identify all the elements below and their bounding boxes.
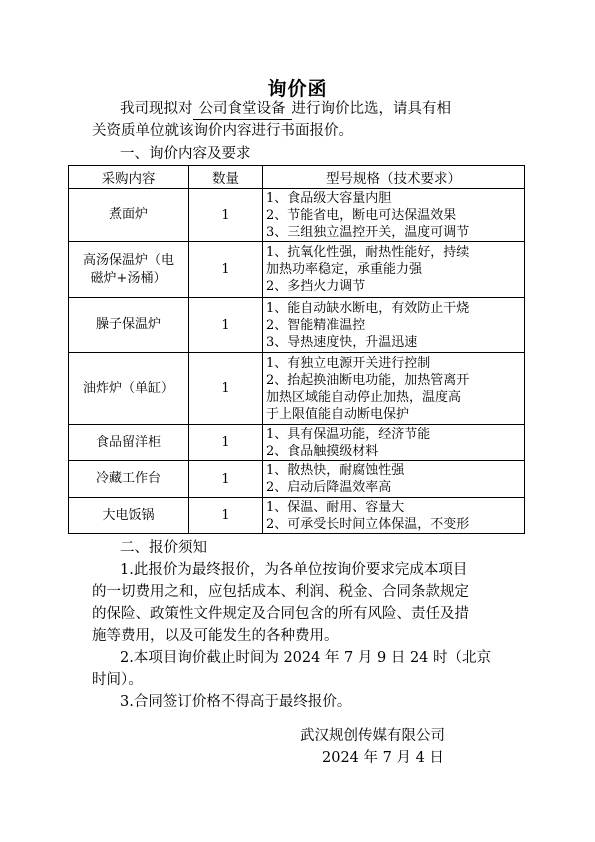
page-title: 询价函 [267, 78, 328, 100]
note-2-line-2: 时间）。 [92, 672, 143, 688]
table-header-item: 采购内容 [69, 166, 189, 189]
note-3-line-1: 3.合同签订价格不得高于最终报价。 [120, 694, 352, 710]
item-qty: 1 [189, 189, 263, 242]
item-spec: 1、抗氧化性强，耐热性能好，持续 加热功率稳定，承重能力强 2、多挡火力调节 [263, 242, 525, 298]
item-name: 臊子保温炉 [69, 298, 189, 353]
intro-line-2: 关资质单位就该询价内容进行书面报价。 [92, 123, 353, 139]
intro-prefix: 我司现拟对 [120, 101, 193, 117]
table-row [69, 242, 525, 298]
signature-company: 武汉规创传媒有限公司 [300, 728, 445, 744]
table-row [69, 461, 525, 498]
item-name: 油炸炉（单缸） [69, 353, 189, 425]
table-row [69, 425, 525, 461]
intro-subject: 公司食堂设备 [193, 99, 292, 120]
table-row [69, 189, 525, 242]
item-qty: 1 [189, 461, 263, 498]
item-spec: 1、保温、耐用、容量大 2、可承受长时间立体保温，不变形 [263, 498, 525, 534]
table-row [69, 498, 525, 534]
requirements-table [68, 165, 525, 534]
table-header-row [69, 166, 525, 189]
item-name: 煮面炉 [69, 189, 189, 242]
item-qty: 1 [189, 425, 263, 461]
section-1-heading: 一、询价内容及要求 [120, 146, 251, 162]
table-row [69, 298, 525, 353]
item-spec: 1、食品级大容量内胆 2、节能省电，断电可达保温效果 3、三组独立温控开关，温度可调节 [263, 189, 525, 242]
item-qty: 1 [189, 353, 263, 425]
item-name: 食品留洋柜 [69, 425, 189, 461]
item-name: 高汤保温炉（电 磁炉+汤桶） [69, 242, 189, 298]
note-1-line-4: 施等费用，以及可能发生的各种费用。 [92, 628, 339, 644]
table-header-qty: 数量 [189, 166, 263, 189]
item-name: 大电饭锅 [69, 498, 189, 534]
table-header-spec: 型号规格（技术要求） [263, 166, 525, 189]
item-spec: 1、具有保温功能，经济节能 2、食品触摸级材料 [263, 425, 525, 461]
note-1-line-2: 的一切费用之和，应包括成本、利润、税金、合同条款规定 [92, 584, 469, 600]
note-1-line-3: 的保险、政策性文件规定及合同包含的所有风险、责任及措 [92, 606, 469, 622]
item-spec: 1、有独立电源开关进行控制 2、抬起换油断电功能，加热管离开 加热区域能自动停止加热，温度高 于上限值能自动断电保护 [263, 353, 525, 425]
table-row [69, 353, 525, 425]
item-spec: 1、散热快，耐腐蚀性强 2、启动后降温效率高 [263, 461, 525, 498]
item-spec: 1、能自动缺水断电，有效防止干烧 2、智能精准温控 3、导热速度快，升温迅速 [263, 298, 525, 353]
intro-line-1 [120, 98, 451, 120]
intro-suffix: 进行询价比选，请具有相 [291, 101, 451, 117]
item-name: 冷藏工作台 [69, 461, 189, 498]
item-qty: 1 [189, 298, 263, 353]
note-1-line-1: 1.此报价为最终报价，为各单位按询价要求完成本项目 [120, 562, 468, 578]
item-qty: 1 [189, 498, 263, 534]
item-qty: 1 [189, 242, 263, 298]
signature-date: 2024 年 7 月 4 日 [322, 750, 444, 766]
note-2-line-1: 2.本项目询价截止时间为 2024 年 7 月 9 日 24 时（北京 [120, 650, 492, 666]
section-2-heading: 二、报价须知 [120, 540, 207, 556]
